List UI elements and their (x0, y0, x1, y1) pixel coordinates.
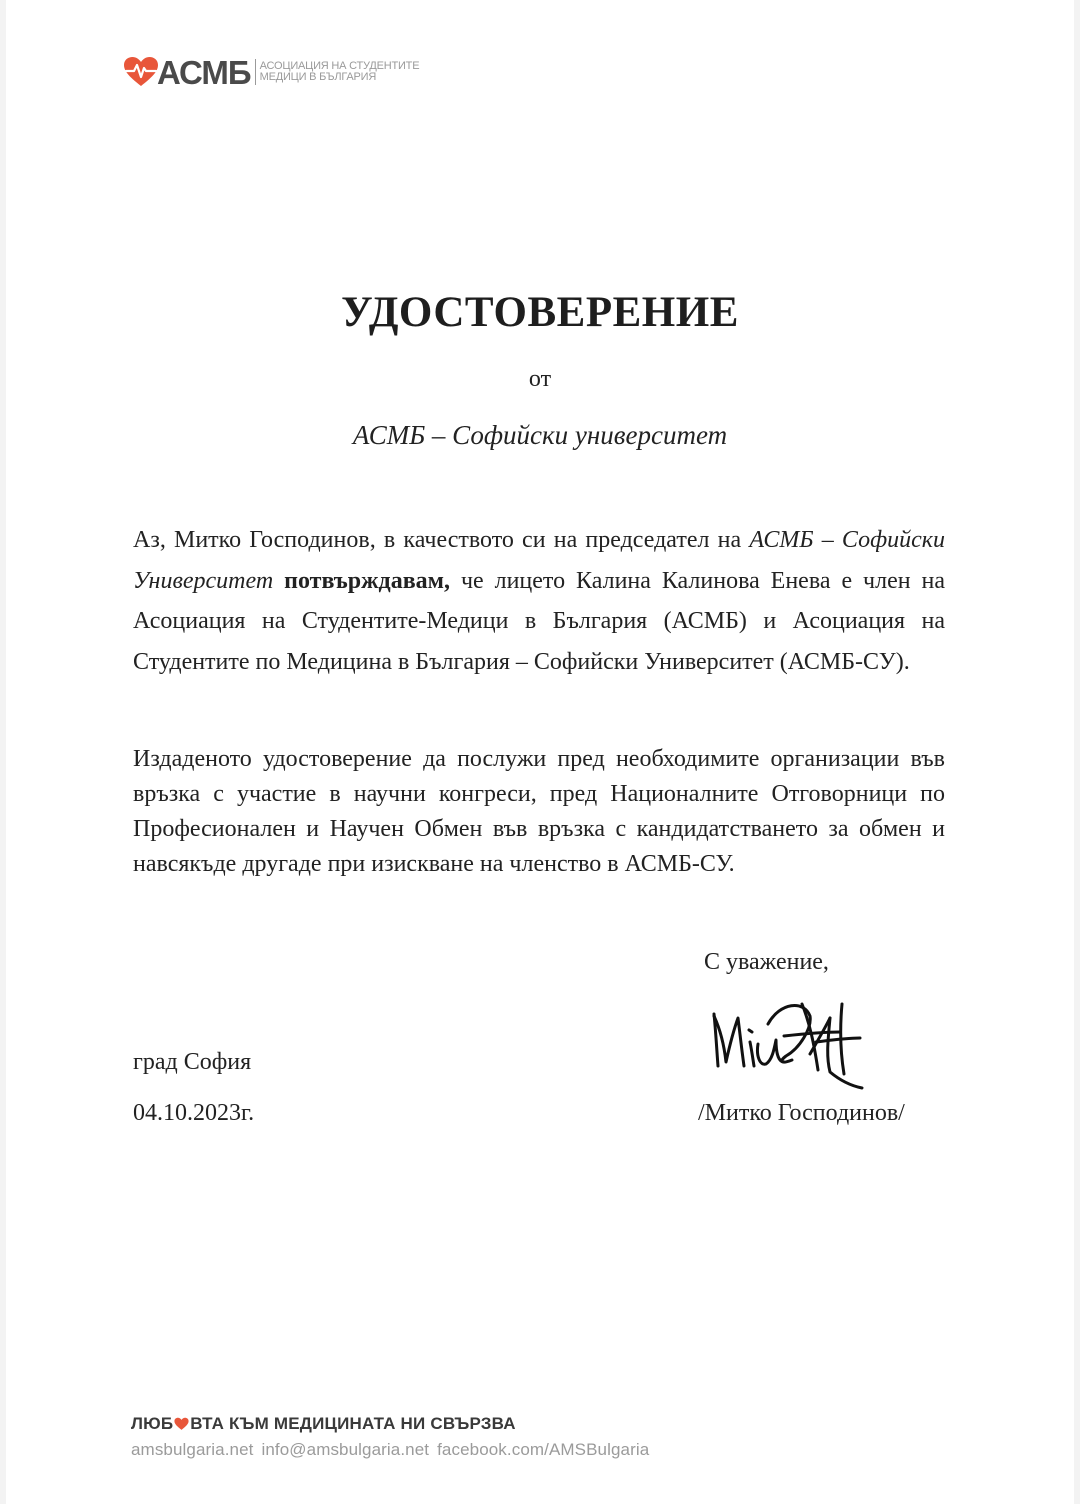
certificate-body-paragraph (133, 520, 945, 682)
slogan-part2: ВТА КЪМ МЕДИЦИНАТА НИ СВЪРЗВА (190, 1414, 516, 1433)
document-title: УДОСТОВЕРЕНИЕ (341, 289, 739, 336)
page-edge-right (1074, 0, 1080, 1504)
logo-subtitle (260, 61, 420, 83)
facebook-link[interactable]: facebook.com/AMSBulgaria (437, 1440, 650, 1459)
footer-contacts (131, 1440, 657, 1460)
issuing-organization: АСМБ – Софийски университет (352, 420, 728, 450)
slogan-part1: ЛЮБ (131, 1414, 174, 1433)
purpose-paragraph: Издаденото удостоверение да послужи пред необходимите организации във връзка с участие в научни конгреси, пред Националните Отговорници по Професионален и Научен Обмен във връзка с кандидатстването за обмен и навсякъде другаде при изискване на членство в АСМБ-СУ. (133, 746, 945, 877)
para1-text-1: Аз, Митко Господинов, в качеството си на председател на (133, 527, 750, 553)
handwritten-signature (706, 994, 876, 1094)
regards-text: С уважение, (704, 949, 829, 975)
footer (131, 1414, 657, 1460)
para1-text-2: че лицето Калина Калинова Енева е член на Асоциация на Студентите-Медици в България (АСМБ) и Асоциация на Студентите по Медицина в България – Софийски Университет (АСМБ-СУ). (133, 567, 946, 675)
issue-date: 04.10.2023г. (133, 1100, 255, 1126)
email-link[interactable]: info@amsbulgaria.net (261, 1440, 430, 1459)
website-link[interactable]: amsbulgaria.net (131, 1440, 254, 1459)
logo-subtitle-line1: АСОЦИАЦИЯ НА СТУДЕНТИТЕ (259, 60, 420, 72)
footer-slogan (131, 1414, 657, 1434)
heart-pulse-icon (123, 56, 159, 88)
signer-name: /Митко Господинов/ (698, 1100, 905, 1126)
logo-subtitle-line2: МЕДИЦИ В БЪЛГАРИЯ (259, 71, 377, 83)
logo-wordmark: АСМБ (157, 53, 251, 91)
from-label: от (528, 366, 552, 392)
heart-icon (174, 1417, 189, 1431)
city: град София (133, 1049, 252, 1075)
asmb-logo (123, 52, 419, 92)
para1-confirm-bold: потвърждавам, (284, 567, 450, 594)
logo-divider (255, 59, 256, 85)
para1-org-italic: АСМБ – Софийски Университет (133, 527, 945, 594)
page-edge-left (0, 0, 6, 1504)
